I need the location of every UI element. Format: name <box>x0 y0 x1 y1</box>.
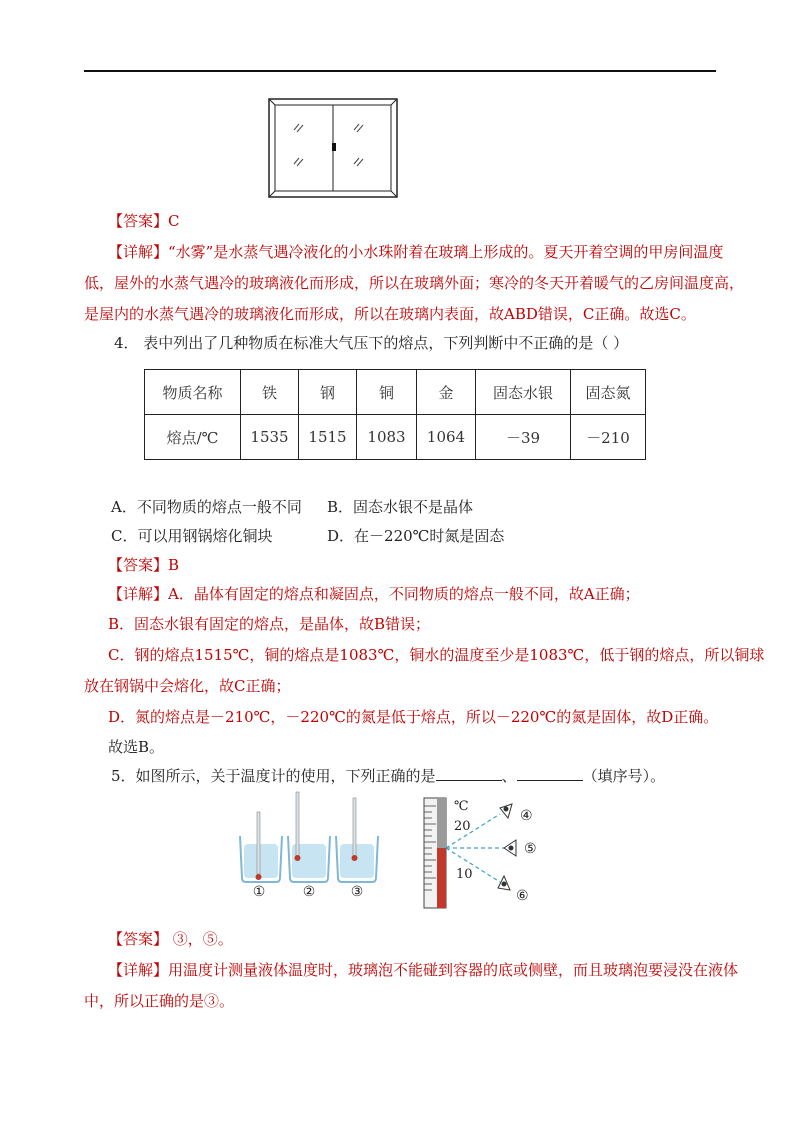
q3-answer: 【答案】C <box>108 212 180 230</box>
q4-option-b: B．固态水银不是晶体 <box>327 498 474 516</box>
beakers-figure <box>232 790 382 900</box>
scale-label-20: 20 <box>454 819 471 834</box>
eye-icon <box>498 876 510 890</box>
q4-detail-line-6: 故选B。 <box>108 738 165 756</box>
table-cell: 物质名称 <box>145 370 241 415</box>
q4-option-c: C．可以用钢锅熔化铜块 <box>111 527 273 545</box>
eye-label-6: ⑥ <box>516 888 529 904</box>
table-cell: 铁 <box>241 370 299 415</box>
table-cell: 固态水银 <box>476 370 571 415</box>
eye-icon <box>500 804 512 818</box>
scale-label-10: 10 <box>456 867 473 882</box>
q4-detail-line-3: C．钢的熔点1515℃，铜的熔点是1083℃，铜水的温度至少是1083℃，低于钢的熔点，所以铜球 <box>108 646 765 664</box>
table-row <box>145 415 646 460</box>
table-cell: －39 <box>476 415 571 460</box>
table-cell: 钢 <box>299 370 357 415</box>
table-header-row <box>145 370 646 415</box>
beaker-label-3: ③ <box>350 884 364 900</box>
table-cell: 铜 <box>357 370 417 415</box>
beaker-1 <box>240 812 282 882</box>
table-cell: 1083 <box>357 415 417 460</box>
q4-answer: 【答案】B <box>108 556 180 574</box>
mercury-column <box>437 848 446 908</box>
q4-detail-line-1: 【详解】A．晶体有固定的熔点和凝固点，不同物质的熔点一般不同，故A正确； <box>108 585 640 603</box>
q3-detail-line-3: 是屋内的水蒸气遇冷的玻璃液化而形成，所以在玻璃内表面，故ABD错误，C正确。故选C。 <box>84 305 696 323</box>
table-cell: 1535 <box>241 415 299 460</box>
beaker-label-1: ① <box>252 884 266 900</box>
table-cell: 金 <box>417 370 476 415</box>
answer-blank-2 <box>517 766 583 781</box>
thermometer-figure <box>420 792 550 914</box>
q5-detail-line-1: 【详解】用温度计测量液体温度时，玻璃泡不能碰到容器的底或侧壁，而且玻璃泡要浸没在液体 <box>108 961 739 979</box>
q3-detail-line-2: 低，屋外的水蒸气遇冷的玻璃液化而形成，所以在玻璃外面；寒冷的冬天开着暖气的乙房间温度高， <box>84 274 745 292</box>
eye-icon <box>504 840 516 856</box>
q4-detail-line-5: D．氮的熔点是－210℃，－220℃的氮是低于熔点，所以－220℃的氮是固体，故D正确。 <box>108 708 719 726</box>
q4-option-d: D．在－220℃时氮是固态 <box>327 527 505 545</box>
eye-label-5: ⑤ <box>524 841 537 857</box>
beaker-label-2: ② <box>302 884 316 900</box>
table-cell: 熔点/℃ <box>145 415 241 460</box>
header-rule <box>84 70 716 72</box>
beaker-3 <box>336 798 378 882</box>
table-cell: －210 <box>571 415 646 460</box>
table-cell: 1515 <box>299 415 357 460</box>
answer-blank-1 <box>436 766 502 781</box>
table-cell: 1064 <box>417 415 476 460</box>
unit-label: ℃ <box>454 799 469 814</box>
q5-stem: 5．如图所示，关于温度计的使用，下列正确的是 、 （填序号）。 <box>111 767 666 785</box>
table-cell: 固态氮 <box>571 370 646 415</box>
q4-option-a: A．不同物质的熔点一般不同 <box>111 498 302 516</box>
q4-detail-line-2: B．固态水银有固定的熔点，是晶体，故B错误； <box>108 615 431 633</box>
eye-label-4: ④ <box>520 808 533 824</box>
q3-detail-line-1: 【详解】“水雾”是水蒸气遇冷液化的小水珠附着在玻璃上形成的。夏天开着空调的甲房间温度 <box>108 243 724 261</box>
q5-answer: 【答案】 ③，⑤。 <box>108 930 233 948</box>
q5-detail-line-2: 中，所以正确的是③。 <box>84 992 235 1010</box>
q4-stem: 4． 表中列出了几种物质在标准大气压下的熔点，下列判断中不正确的是（ ） <box>114 334 629 352</box>
melting-point-table <box>144 369 646 460</box>
beaker-2 <box>288 792 330 882</box>
q4-detail-line-4: 放在钢锅中会熔化，故C正确； <box>84 677 291 695</box>
window-figure <box>268 98 398 198</box>
